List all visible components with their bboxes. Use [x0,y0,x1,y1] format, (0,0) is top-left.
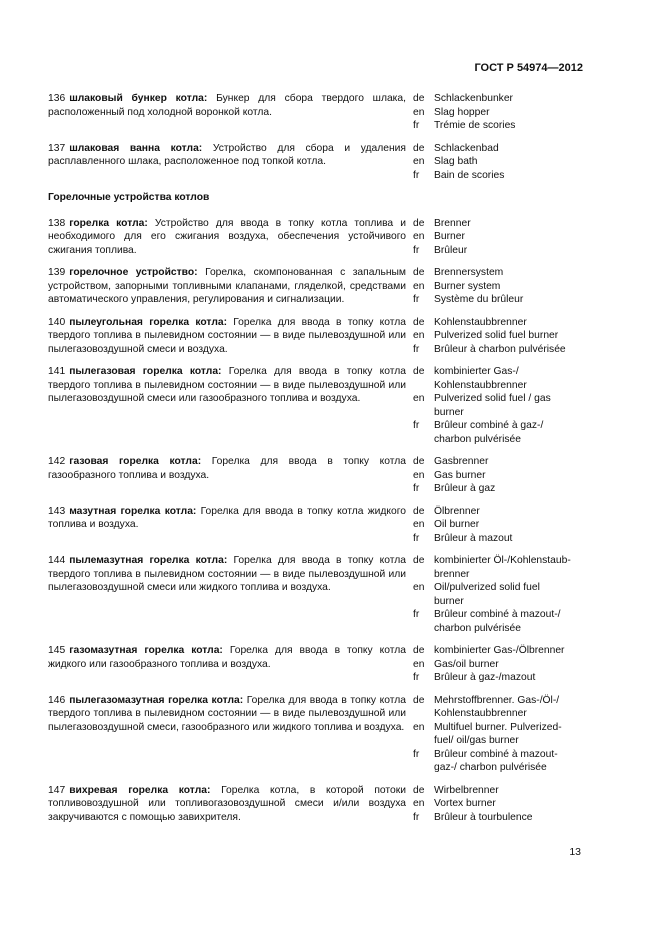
language-code: en [413,231,425,242]
term-number: 137 [48,142,66,154]
language-code: en [413,798,425,809]
translation-text: Vortex burner [434,798,496,809]
translation-line [413,761,583,775]
translation-text: Burner system [434,280,501,292]
language-code [413,568,434,582]
translation-text: Ölbrenner [434,505,480,517]
page-content [48,92,583,833]
term-name: горелочное устройство: [69,267,198,278]
term-definition-block [48,365,406,446]
term-definition-block [48,694,406,775]
language-code [413,406,434,420]
translation-text: Multifuel burner. Pulverized- [434,721,562,733]
language-code: en [413,330,425,341]
translation-text: charbon pulvérisée [434,433,522,445]
term-definition: Устройство для ввода в топку котла топлива и необходимого для его сжигания воздуха, обеспечения устойчивого сжигания топлива. [48,217,406,256]
translation-text: gaz-/ charbon pulvérisée [434,762,547,773]
translation-line [413,811,583,825]
translation-line [413,707,583,721]
language-code: de [413,366,425,377]
translation-line [413,482,583,496]
translations-block [413,316,583,357]
term-definition-block [48,217,406,258]
translation-text: Brûleur à charbon pulvérisée [434,343,566,355]
language-code: fr [413,748,420,760]
translations-block [413,644,583,685]
translation-text: Oil/pulverized solid fuel [434,582,540,593]
translation-text: Brûleur à gaz-/mazout [434,672,536,683]
translation-line [413,644,583,658]
term-number: 139 [48,267,66,278]
language-code: fr [413,420,420,431]
language-code: en [413,393,425,404]
translation-line [413,518,583,532]
term-number: 140 [48,316,66,328]
translation-line [413,293,583,307]
term-name: шлаковый бункер котла: [69,93,208,104]
translation-line [413,266,583,280]
translation-line [413,658,583,672]
language-code: en [413,658,425,670]
term-name: мазутная горелка котла: [69,505,197,517]
language-code: fr [413,294,420,305]
language-code: de [413,316,425,328]
translation-text: Brennersystem [434,267,504,278]
translation-text: kombinierter Gas-/Ölbrenner [434,645,565,656]
term-entry [48,784,583,825]
translation-line [413,419,583,433]
language-code: de [413,784,425,796]
translation-text: Oil burner [434,519,480,530]
language-code: en [413,519,425,530]
language-code: en [413,721,425,733]
translation-text: brenner [434,568,470,580]
translations-block [413,554,583,635]
translation-line [413,244,583,258]
translation-line [413,280,583,294]
term-number: 144 [48,555,66,566]
translations-block [413,92,583,133]
term-entry [48,217,583,258]
translation-line [413,721,583,735]
term-definition-block [48,316,406,357]
term-definition: Горелка котла, в которой потоки топливовоздушной или топливогазовоздушной смеси и/или воздуха закручиваются с помощью завихрителя. [48,784,407,823]
translation-line [413,365,583,379]
translation-text: Brûleur à gaz [434,483,496,494]
translations-block [413,784,583,825]
term-definition-block [48,455,406,496]
term-number: 136 [48,93,66,104]
term-number: 146 [48,694,66,706]
term-entry [48,92,583,133]
term-definition-block [48,644,406,685]
language-code: fr [413,169,420,181]
section-heading: Горелочные устройства котлов [48,192,210,203]
translation-line [413,532,583,546]
translation-line [413,92,583,106]
translation-line [413,505,583,519]
term-definition: Горелка для ввода в топку котла твердого топлива в пылевидном состоянии — в виде пылевоздушной или пылегазовоздушной смеси или жидкого топлива и воздуха. [48,555,406,593]
language-code [413,622,434,636]
term-definition-block [48,554,406,635]
language-code: de [413,267,425,278]
language-code: en [413,582,425,593]
entries-group-a [48,92,583,182]
translation-line [413,329,583,343]
language-code: en [413,469,425,481]
translation-text: Kohlenstaubbrenner [434,379,527,391]
translation-text: Pulverized solid fuel / gas [434,393,551,404]
language-code: en [413,280,425,292]
translation-text: Gas/oil burner [434,658,499,670]
term-definition-block [48,505,406,546]
language-code [413,707,434,721]
translation-line [413,671,583,685]
term-name: пылемазутная горелка котла: [69,555,228,566]
term-definition: Горелка для ввода в топку котла твердого топлива в пылевидном состоянии — в виде пылевоздушной или пылегазовоздушной смеси и воздуха. [48,316,406,355]
translation-line [413,392,583,406]
translation-line [413,797,583,811]
term-entry [48,644,583,685]
translations-block [413,365,583,446]
translation-text: Brûleur à tourbulence [434,811,533,823]
translation-line [413,230,583,244]
language-code: de [413,694,425,706]
term-entry [48,266,583,307]
language-code: fr [413,672,420,683]
translation-text: Slag hopper [434,106,490,118]
translation-line [413,581,583,595]
translation-line [413,455,583,469]
translation-line [413,406,583,420]
translation-line [413,568,583,582]
standard-code: ГОСТ Р 54974—2012 [474,62,583,74]
translation-text: Gas burner [434,469,486,481]
term-name: вихревая горелка котла: [69,784,211,796]
translation-text: Brûleur [434,244,468,256]
language-code: fr [413,244,420,256]
term-definition: Горелка для ввода в топку котла твердого топлива в пылевидном состоянии — в виде пылевоздушной или пылегазовоздушной смеси, газообразного или жидкого топлива и воздуха. [48,694,406,733]
translation-line [413,622,583,636]
translations-block [413,455,583,496]
language-code: en [413,106,425,118]
term-name: пылеугольная горелка котла: [69,316,228,328]
term-definition: Горелка для ввода в топку котла газообразного топлива и воздуха. [48,456,406,481]
translation-line [413,734,583,748]
term-definition: Горелка, скомпонованная с запальным устройством, запорными топливными клапанами, гляделкой, средствами автоматического управления, регулирования и сигнализации. [48,267,406,305]
translations-block [413,142,583,183]
language-code: fr [413,343,420,355]
term-definition: Горелка для ввода в топку котла твердого топлива в пылевидном состоянии — в виде пылевоздушной или пылегазовоздушной смеси или газообразного топлива и воздуха. [48,366,406,404]
translation-text: kombinierter Öl-/Kohlenstaub- [434,555,571,566]
language-code: de [413,505,425,517]
translation-text: Kohlenstaubbrenner [434,708,527,719]
translation-text: Kohlenstaubbrenner [434,316,527,328]
language-code: de [413,217,425,229]
translations-block [413,217,583,258]
translation-line [413,106,583,120]
term-name: пылегазомазутная горелка котла: [69,694,244,706]
term-definition: Горелка для ввода в топку котла жидкого или газообразного топлива и воздуха. [48,645,406,670]
translation-text: Mehrstoffbrenner. Gas-/Öl-/ [434,694,560,706]
term-entry [48,316,583,357]
translation-line [413,155,583,169]
term-definition-block [48,92,406,133]
language-code [413,761,434,775]
translation-line [413,554,583,568]
entries-group-b [48,217,583,825]
translation-line [413,316,583,330]
translation-text: Schlackenbunker [434,93,513,104]
translation-text: kombinierter Gas-/ [434,366,519,377]
translation-line [413,343,583,357]
language-code: de [413,142,425,154]
term-number: 141 [48,366,66,377]
language-code: fr [413,532,420,544]
translation-line [413,469,583,483]
term-number: 142 [48,456,66,467]
translation-text: Slag bath [434,156,478,167]
translation-line [413,119,583,133]
language-code: fr [413,811,420,823]
language-code: de [413,456,425,467]
translation-line [413,142,583,156]
translation-text: Pulverized solid fuel burner [434,330,559,341]
term-number: 145 [48,645,66,656]
translation-line [413,595,583,609]
translation-text: Brenner [434,217,471,229]
translation-text: Bain de scories [434,169,505,181]
term-entry [48,554,583,635]
term-number: 143 [48,505,66,517]
language-code: fr [413,120,420,131]
term-name: горелка котла: [69,217,148,229]
term-entry [48,455,583,496]
language-code: de [413,645,425,656]
language-code: fr [413,483,420,494]
translations-block [413,694,583,775]
language-code: fr [413,609,420,620]
translation-line [413,433,583,447]
term-definition: Бункер для сбора твердого шлака, расположенный под холодной воронкой котла. [48,93,406,118]
translation-text: burner [434,595,464,607]
translation-line [413,169,583,183]
language-code: de [413,555,425,566]
translation-text: Brûleur combiné à mazout- [434,748,558,760]
term-definition: Горелка для ввода в топку котла жидкого топлива и воздуха. [48,505,406,530]
term-name: пылегазовая горелка котла: [69,366,222,377]
page-number: 13 [569,846,581,858]
language-code: de [413,93,425,104]
term-definition-block [48,266,406,307]
translation-line [413,694,583,708]
term-definition-block [48,784,406,825]
term-name: газовая горелка котла: [69,456,202,467]
term-name: шлаковая ванна котла: [69,142,203,154]
term-name: газомазутная горелка котла: [69,645,223,656]
translation-text: Brûleur combiné à mazout-/ [434,609,561,620]
term-definition-block [48,142,406,183]
translation-line [413,608,583,622]
translation-text: Brûleur combiné à gaz-/ [434,420,544,431]
translation-text: Système du brûleur [434,294,524,305]
term-entry [48,142,583,183]
translation-text: charbon pulvérisée [434,622,522,634]
term-entry [48,365,583,446]
language-code [413,734,434,748]
translation-text: Wirbelbrenner [434,784,499,796]
language-code [413,379,434,393]
translation-line [413,784,583,798]
term-number: 138 [48,217,66,229]
translation-text: Trémie de scories [434,120,516,131]
translation-text: Schlackenbad [434,142,499,154]
translation-text: burner [434,406,464,418]
translation-text: fuel/ oil/gas burner [434,735,519,746]
term-entry [48,505,583,546]
translations-block [413,505,583,546]
translation-line [413,379,583,393]
translation-text: Gasbrenner [434,456,489,467]
term-definition: Устройство для сбора и удаления расплавленного шлака, расположенное под топкой котла. [48,142,406,167]
translation-line [413,748,583,762]
translation-line [413,217,583,231]
translation-text: Burner [434,231,465,242]
term-entry [48,694,583,775]
language-code [413,595,434,609]
language-code [413,433,434,447]
language-code: en [413,156,425,167]
term-number: 147 [48,784,66,796]
translations-block [413,266,583,307]
translation-text: Brûleur à mazout [434,532,513,544]
